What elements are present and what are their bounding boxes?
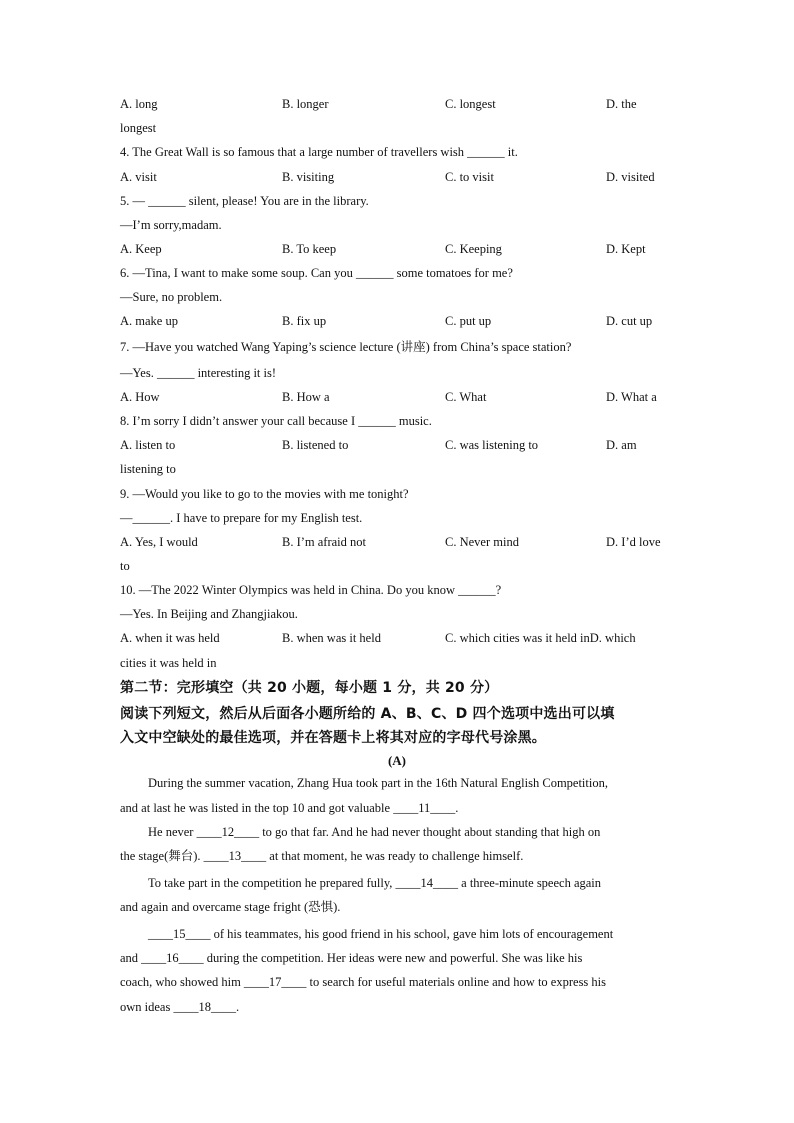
passage-p4-line1: ____15____ of his teammates, his good friend in his school, gave him lots of encouragement — [148, 927, 614, 941]
passage-title: (A) — [387, 753, 407, 768]
q7-option-b[interactable]: B. How a — [282, 390, 330, 404]
passage-p2-line1: He never ____12____ to go that far. And he had never thought about standing that high on — [148, 825, 601, 839]
q6-option-a[interactable]: A. make up — [120, 314, 178, 328]
q3-option-d[interactable]: D. the — [606, 97, 637, 111]
q4-stem: 4. The Great Wall is so famous that a large number of travellers wish ______ it. — [120, 145, 518, 159]
q4-option-a[interactable]: A. visit — [120, 170, 157, 184]
passage-p4-line2: and ____16____ during the competition. Her ideas were new and powerful. She was like his — [120, 951, 583, 965]
q9-stem: 9. —Would you like to go to the movies with me tonight? — [120, 487, 409, 501]
q4-option-b[interactable]: B. visiting — [282, 170, 335, 184]
q8-stem: 8. I’m sorry I didn’t answer your call because I ______ music. — [120, 414, 432, 428]
q8-option-b[interactable]: B. listened to — [282, 438, 349, 452]
q5-option-a[interactable]: A. Keep — [120, 242, 162, 256]
q4-option-d[interactable]: D. visited — [606, 170, 655, 184]
q6-stem: 6. —Tina, I want to make some soup. Can you ______ some tomatoes for me? — [120, 266, 513, 280]
q5-reply: —I’m sorry,madam. — [120, 218, 222, 232]
passage-p3-line2: and again and overcame stage fright (恐惧). — [120, 900, 341, 914]
q7-option-d[interactable]: D. What a — [606, 390, 657, 404]
q6-option-b[interactable]: B. fix up — [282, 314, 327, 328]
passage-p3-line1: To take part in the competition he prepared fully, ____14____ a three-minute speech again — [148, 876, 602, 890]
q9-option-b[interactable]: B. I’m afraid not — [282, 535, 367, 549]
section-instructions-2: 入文中空缺处的最佳选项，并在答题卡上将其对应的字母代号涂黑。 — [120, 730, 546, 746]
q9-option-a[interactable]: A. Yes, I would — [120, 535, 198, 549]
q3-option-b[interactable]: B. longer — [282, 97, 329, 111]
q10-option-wrap: cities it was held in — [120, 656, 217, 670]
q10-stem: 10. —The 2022 Winter Olympics was held in China. Do you know ______? — [120, 583, 502, 597]
q7-reply: —Yes. ______ interesting it is! — [120, 366, 277, 380]
q5-stem: 5. — ______ silent, please! You are in the library. — [120, 194, 369, 208]
section-heading: 第二节：完形填空（共 20 小题，每小题 1 分，共 20 分） — [120, 680, 499, 696]
q9-option-wrap: to — [120, 559, 130, 573]
q10-option-b[interactable]: B. when was it held — [282, 631, 381, 645]
q7-stem: 7. —Have you watched Wang Yaping’s science lecture (讲座) from China’s space station? — [120, 340, 572, 354]
q8-option-c[interactable]: C. was listening to — [445, 438, 539, 452]
section-instructions-1: 阅读下列短文，然后从后面各小题所给的 A、B、C、D 四个选项中选出可以填 — [120, 706, 615, 722]
q10-reply: —Yes. In Beijing and Zhangjiakou. — [120, 607, 298, 621]
q3-option-c[interactable]: C. longest — [445, 97, 496, 111]
q6-option-c[interactable]: C. put up — [445, 314, 492, 328]
passage-p4-line3: coach, who showed him ____17____ to search for useful materials online and how to express his — [120, 975, 607, 989]
passage-p4-line4: own ideas ____18____. — [120, 1000, 240, 1014]
passage-p1-line2: and at last he was listed in the top 10 and got valuable ____11____. — [120, 801, 459, 815]
q5-option-c[interactable]: C. Keeping — [445, 242, 502, 256]
q3-option-wrap: longest — [120, 121, 157, 135]
q4-option-c[interactable]: C. to visit — [445, 170, 494, 184]
passage-p2-line2: the stage(舞台). ____13____ at that moment, he was ready to challenge himself. — [120, 849, 524, 863]
q5-option-d[interactable]: D. Kept — [606, 242, 646, 256]
q3-option-a[interactable]: A. long — [120, 97, 158, 111]
q7-option-c[interactable]: C. What — [445, 390, 487, 404]
q6-reply: —Sure, no problem. — [120, 290, 223, 304]
q6-option-d[interactable]: D. cut up — [606, 314, 653, 328]
q9-option-c[interactable]: C. Never mind — [445, 535, 519, 549]
q9-reply: —______. I have to prepare for my English test. — [120, 511, 363, 525]
q8-option-a[interactable]: A. listen to — [120, 438, 176, 452]
q10-option-c[interactable]: C. which cities was it held inD. which — [445, 631, 636, 645]
passage-p1-line1: During the summer vacation, Zhang Hua took part in the 16th Natural English Competition, — [148, 776, 608, 790]
q10-option-a[interactable]: A. when it was held — [120, 631, 220, 645]
q9-option-d[interactable]: D. I’d love — [606, 535, 661, 549]
q7-option-a[interactable]: A. How — [120, 390, 160, 404]
q8-option-wrap: listening to — [120, 462, 176, 476]
q8-option-d[interactable]: D. am — [606, 438, 637, 452]
q5-option-b[interactable]: B. To keep — [282, 242, 337, 256]
